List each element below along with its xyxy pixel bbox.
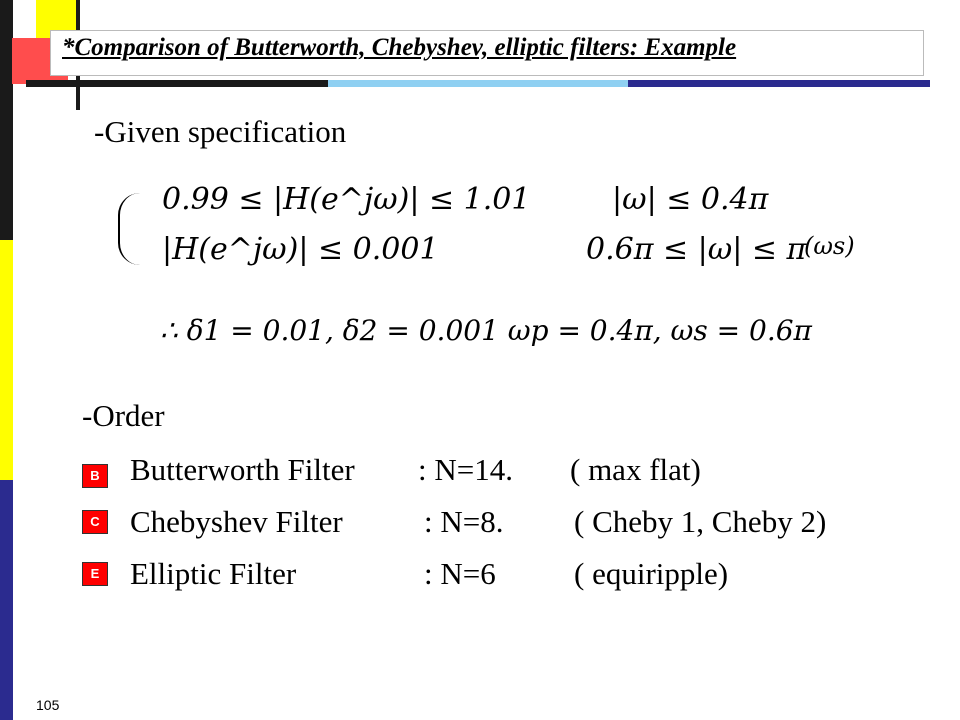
filter-name-elliptic: Elliptic Filter [130,556,297,591]
badge-elliptic: E [82,562,108,586]
page-number: 105 [36,697,60,713]
filter-note-butterworth: ( max flat) [570,452,701,487]
spec-brace [118,193,146,265]
filter-name-butterworth: Butterworth Filter [130,452,355,487]
title-rule-navy [628,80,930,87]
badge-butterworth: B [82,464,108,488]
title-rule-black [26,80,328,87]
order-heading: -Order [82,398,165,433]
filter-note-elliptic: ( equiripple) [574,556,729,591]
filter-name-chebyshev: Chebyshev Filter [130,504,343,539]
filter-note-chebyshev: ( Cheby 1, Cheby 2) [574,504,827,539]
left-bar-yellow [0,240,13,480]
filter-order-chebyshev: : N=8. [424,504,504,539]
left-bar-black [0,0,13,240]
spec-line1-left: 0.99 ≤ |H(e^jω)| ≤ 1.01 [162,182,531,217]
slide-title: *Comparison of Butterworth, Chebyshev, elliptic filters: Example [62,34,737,61]
spec-line2-left: |H(e^jω)| ≤ 0.001 [162,232,439,267]
spec-line1-right: |ω| ≤ 0.4π [612,182,769,217]
spec-line2-note: (ωs) [804,232,855,260]
filter-order-butterworth: : N=14. [418,452,513,487]
spec-line2-right: 0.6π ≤ |ω| ≤ π [586,232,807,267]
left-bar-navy [0,480,13,720]
title-rule-blue [328,80,628,87]
filter-order-elliptic: : N=6 [424,556,496,591]
therefore-line: ∴ δ1 = 0.01, δ2 = 0.001 ωp = 0.4π, ωs = 0.6π [160,314,812,347]
badge-chebyshev: C [82,510,108,534]
given-heading: -Given specification [94,114,347,149]
